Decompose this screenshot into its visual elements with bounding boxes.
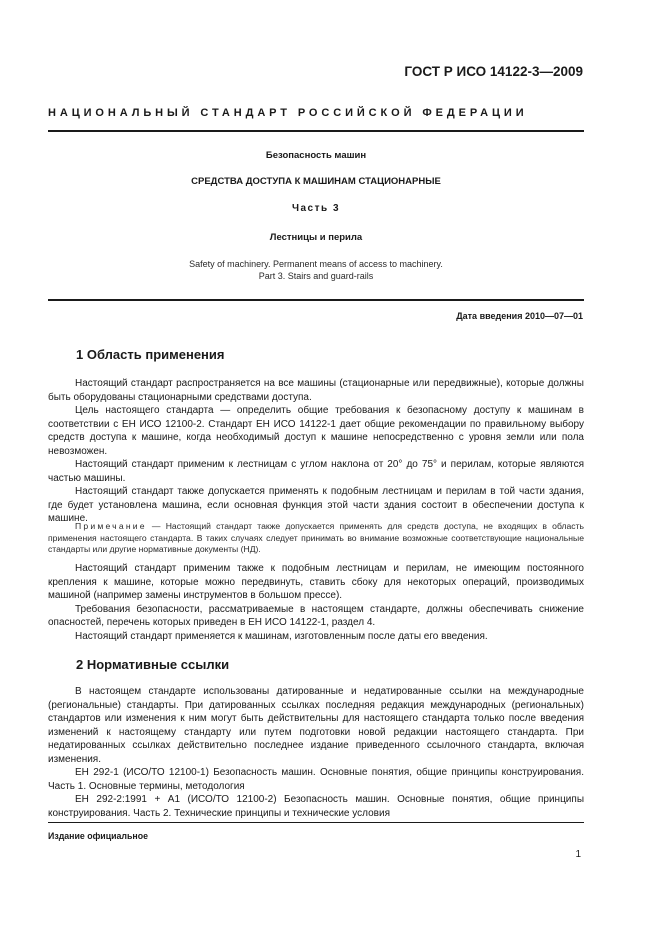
- section-1-body-continued: [48, 562, 584, 643]
- page-number: 1: [575, 849, 581, 860]
- top-rule: [48, 130, 584, 132]
- paragraph: Настоящий стандарт применим к лестницам с углом наклона от 20° до 75° и перилам, которые являются частью машины.: [48, 459, 584, 484]
- paragraph: В настоящем стандарте использованы датированные и недатированные ссылки на международные (региональные) стандарты. При датированных ссылках последняя редакция международных (региональных) стандартов или изменения к ним могут быть действительны для настоящего стандарта только после введения изменений к настоящему стандарту или путем подготовки новой редакции настоящего стандарта. При недатированных ссылках действительно последнее издание приведенного ссылочного стандарта, включая изменения.: [48, 686, 584, 765]
- section-1-heading: 1 Область применения: [76, 347, 225, 362]
- official-edition-label: Издание официальное: [48, 831, 148, 841]
- title-subtitle: Лестницы и перила: [269, 232, 363, 243]
- english-title-line-2: Part 3. Stairs and guard-rails: [258, 271, 374, 281]
- paragraph: Требования безопасности, рассматриваемые в настоящем стандарте, должны обеспечивать снижение опасностей, перечень которых приведен в ЕН ИСО 14122-1, раздел 4.: [48, 603, 584, 628]
- english-title: [48, 258, 584, 282]
- section-2-body: [48, 685, 584, 820]
- section-1-body: [48, 377, 584, 526]
- title-subject: Безопасность машин: [265, 150, 367, 161]
- note-paragraph: [48, 521, 584, 556]
- reference-entry: ЕН 292-2:1991 + А1 (ИСО/ТО 12100-2) Безопасность машин. Основные понятия, общие принципы конструирования. Часть 2. Технические принципы и технические условия: [48, 794, 584, 819]
- title-rule: [48, 299, 584, 301]
- document-code: ГОСТ Р ИСО 14122-3—2009: [404, 64, 583, 79]
- section-2-heading: 2 Нормативные ссылки: [76, 657, 230, 672]
- note-label: Примечание: [75, 521, 147, 531]
- title-main: СРЕДСТВА ДОСТУПА К МАШИНАМ СТАЦИОНАРНЫЕ: [191, 176, 441, 187]
- paragraph: Настоящий стандарт применяется к машинам, изготовленным после даты его введения.: [75, 630, 488, 642]
- footer-rule: [48, 822, 584, 823]
- note-text: — Настоящий стандарт также допускается применять для средств доступа, не входящих в область применения настоящего стандарта. В таких случаях следует принимать во внимание возможные соответствующие национальные стандарты или другие нормативные документы (НД).: [48, 521, 584, 554]
- paragraph: Настоящий стандарт применим также к подобным лестницам и перилам, не имеющим постоянного крепления к машине, которые можно передвинуть, ставить сбоку для некоторых операций, производимых машиной (например замены инструментов в большом прессе).: [48, 563, 584, 601]
- title-part: Часть 3: [291, 203, 341, 214]
- reference-entry: ЕН 292-1 (ИСО/ТО 12100-1) Безопасность машин. Основные понятия, общие принципы конструирования. Часть 1. Основные термины, методология: [48, 767, 584, 792]
- note-block: [48, 521, 584, 556]
- introduction-date: Дата введения 2010—07—01: [456, 311, 583, 321]
- paragraph: Настоящий стандарт также допускается применять к подобным лестницам и перилам в той части здания, где будет установлена машина, если основная функция этой части здания состоит в обеспечении доступа к машине.: [48, 486, 584, 524]
- english-title-line-1: Safety of machinery. Permanent means of access to machinery.: [189, 259, 443, 269]
- paragraph: Настоящий стандарт распространяется на все машины (стационарные или передвижные), которые должны быть оборудованы стационарными средствами доступа.: [48, 378, 584, 403]
- national-standard-banner: НАЦИОНАЛЬНЫЙ СТАНДАРТ РОССИЙСКОЙ ФЕДЕРАЦИИ: [48, 107, 528, 119]
- paragraph: Цель настоящего стандарта — определить общие требования к безопасному доступу к машинам в соответствии с ЕН ИСО 12100-2. Стандарт ЕН ИСО 14122-1 дает общие рекомендации по правильному выбору средств доступа к машине, когда необходимый доступ к машине непосредственно с уровня земли или пола невозможен.: [48, 405, 584, 457]
